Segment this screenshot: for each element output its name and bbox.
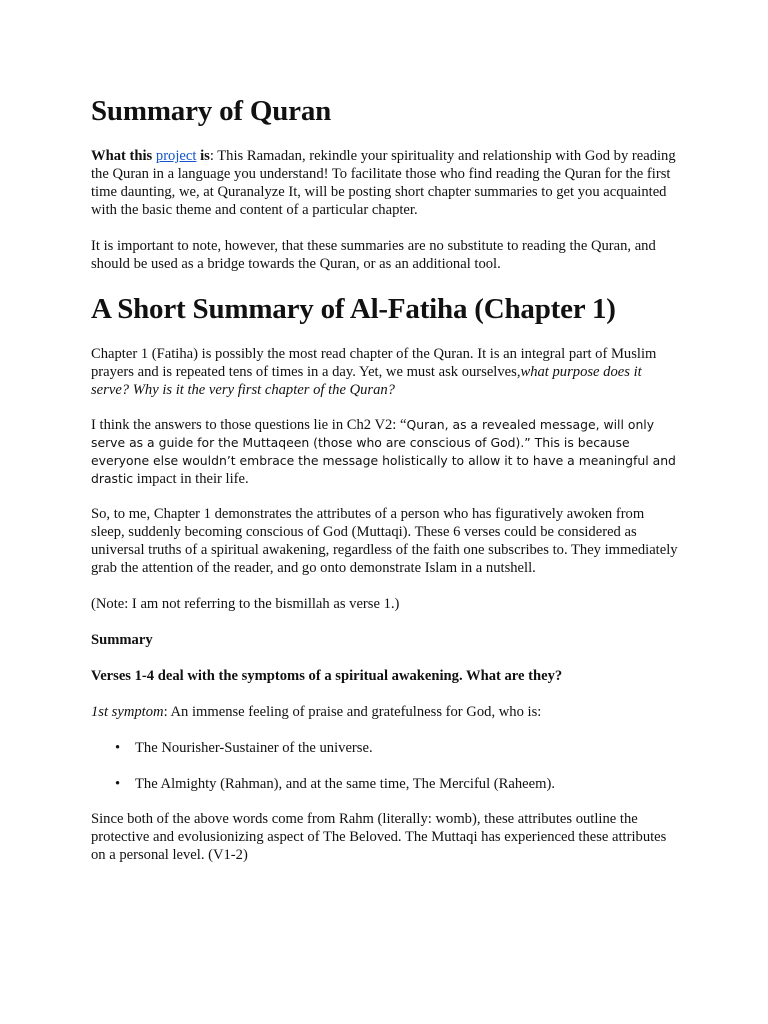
answer-lead: I think the answers to those questions lie in Ch2 V2: “ bbox=[91, 417, 407, 433]
intro-text: : This Ramadan, rekindle your spirituality and relationship with God by reading the Quran in a language you understand! To facilitate those who find reading the Quran for the first time daunting, we, at Quranalyze It, will be posting short chapter summaries to get you acquainted with the basic theme and content of a particular chapter. bbox=[91, 148, 676, 218]
answer-quote: Quran, as a revealed message, will only serve as a guide for the Muttaqeen (those who are conscious of God).” This is because everyone else wouldn’t embrace the message holistically to allow it to have a meaningful and drastic bbox=[91, 417, 676, 486]
intro-lead: What this bbox=[91, 148, 153, 164]
intro-is: is bbox=[200, 148, 210, 164]
rahm-paragraph: Since both of the above words come from Rahm (literally: womb), these attributes outline the protective and evolusionizing aspect of The Beloved. The Muttaqi has experienced these attributes on a personal level. (V1-2) bbox=[91, 811, 667, 863]
summary-heading bbox=[91, 631, 681, 649]
note-paragraph: It is important to note, however, that these summaries are no substitute to reading the Quran, and should be used as a bridge towards the Quran, or as an additional tool. bbox=[91, 238, 656, 272]
chapter-question: what purpose does it serve? Why is it the very first chapter of the Quran? bbox=[91, 364, 642, 398]
bismillah-note: (Note: I am not referring to the bismillah as verse 1.) bbox=[91, 596, 400, 612]
list-item-text: The Nourisher-Sustainer of the universe. bbox=[135, 740, 373, 756]
bullet-marker: • bbox=[115, 776, 121, 792]
project-link[interactable]: project bbox=[155, 148, 197, 164]
attribute-list bbox=[91, 739, 681, 793]
verses-heading-text: Verses 1-4 deal with the symptoms of a spiritual awakening. What are they? bbox=[91, 668, 563, 684]
chapter-text: Chapter 1 (Fatiha) is possibly the most read chapter of the Quran. It is an integral part of Muslim prayers and is repeated tens of times in a day. Yet, we must ask ourselves, bbox=[91, 346, 657, 380]
verses-heading bbox=[91, 667, 681, 685]
bullet-marker: • bbox=[115, 740, 121, 756]
answer-paragraph bbox=[91, 416, 681, 488]
intro-paragraph bbox=[91, 147, 681, 219]
demonstrates-paragraph: So, to me, Chapter 1 demonstrates the attributes of a person who has figuratively awoken from sleep, suddenly becoming conscious of God (Muttaqi). These 6 verses could be considered as universal truths of a spiritual awakening, regardless of the faith one subscribes to. They immediately grab the attention of the reader, and go onto demonstrate Islam in a nutshell. bbox=[91, 506, 678, 576]
symptom-text: : An immense feeling of praise and gratefulness for God, who is: bbox=[163, 704, 542, 720]
symptom-paragraph bbox=[91, 703, 681, 721]
page-title: Summary of Quran bbox=[91, 95, 332, 127]
section-title: A Short Summary of Al-Fatiha (Chapter 1) bbox=[91, 293, 616, 325]
summary-heading-text: Summary bbox=[91, 632, 153, 648]
list-item bbox=[91, 775, 681, 793]
symptom-label: 1st symptom bbox=[91, 704, 164, 720]
answer-tail: impact in their life. bbox=[136, 471, 249, 487]
list-item bbox=[91, 739, 681, 757]
chapter-paragraph bbox=[91, 345, 681, 399]
list-item-text: The Almighty (Rahman), and at the same time, The Merciful (Raheem). bbox=[135, 776, 555, 792]
